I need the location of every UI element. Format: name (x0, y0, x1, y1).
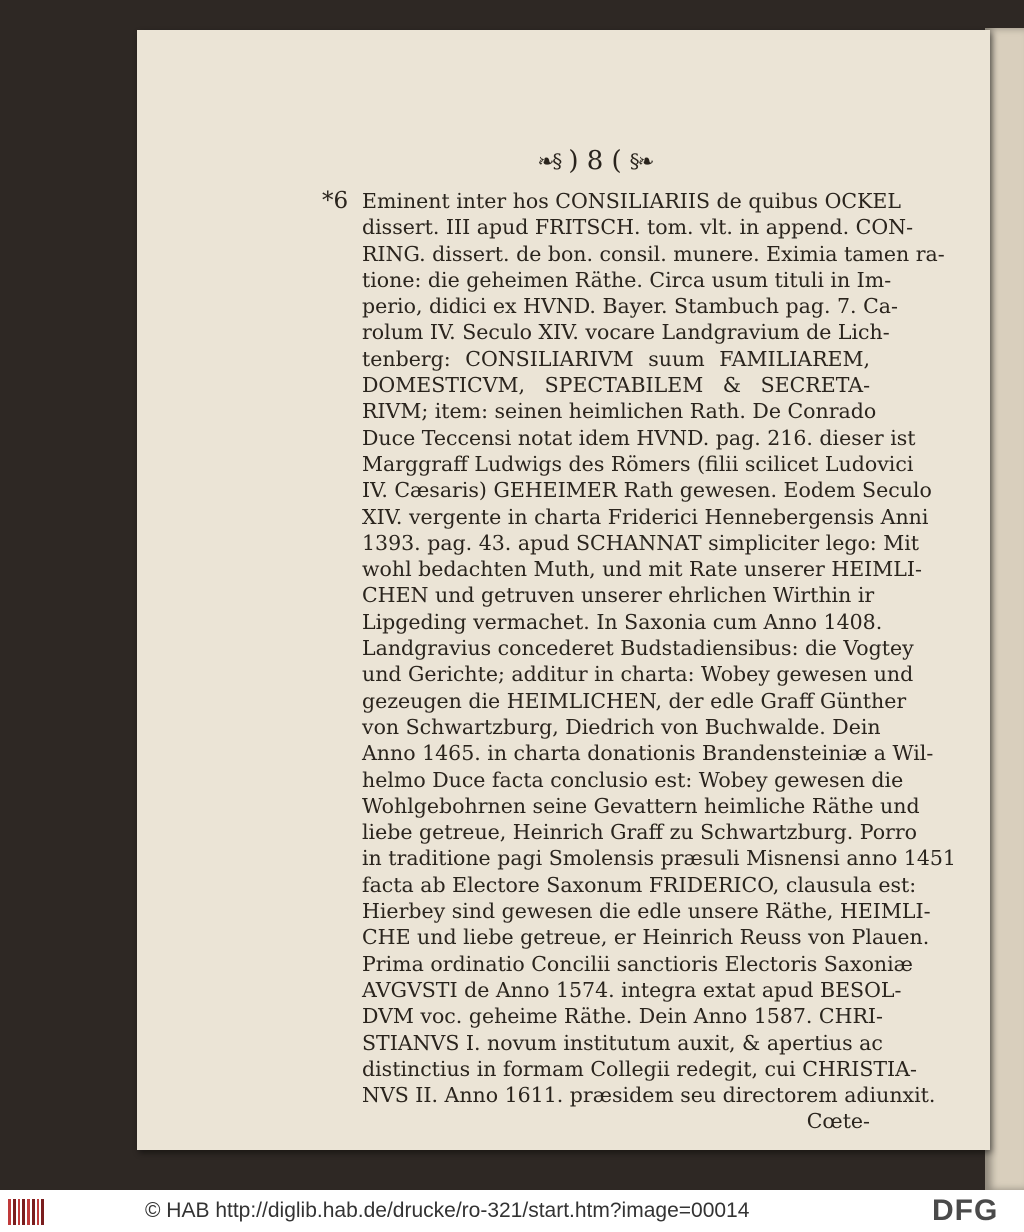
text-line: in traditione pagi Smolensis præsuli Misnensi anno 1451 (362, 846, 956, 871)
text-line: RING. dissert. de bon. consil. munere. Eximia tamen ra- (362, 241, 945, 266)
dfg-logo: DFG (932, 1194, 999, 1227)
adjacent-page-edge (985, 28, 1024, 1190)
text-line: Lipgeding vermachet. In Saxonia cum Anno 1408. (362, 609, 883, 634)
text-line: STIANVS I. novum institutum auxit, & apertius ac (362, 1030, 883, 1055)
footnote-text (362, 188, 956, 1135)
hab-logo-icon (8, 1199, 44, 1225)
text-line: NVS II. Anno 1611. præsidem seu directorem adiunxit. (362, 1083, 936, 1108)
text-line: gezeugen die HEIMLICHEN, der edle Graff Günther (362, 688, 907, 713)
text-line: CHEN und getruven unserer ehrlichen Wirthin ir (362, 583, 875, 608)
copyright-credit: © HAB http://diglib.hab.de/drucke/ro-321/start.htm?image=00014 (145, 1199, 750, 1222)
text-line: DVM voc. geheime Räthe. Dein Anno 1587. CHRI- (362, 1004, 883, 1029)
text-line: wohl bedachten Muth, und mit Rate unserer HEIMLI- (362, 557, 922, 582)
text-line: RIVM; item: seinen heimlichen Rath. De Conrado (362, 399, 877, 424)
text-line: CHE und liebe getreue, er Heinrich Reuss von Plauen. (362, 925, 930, 950)
text-line: rolum IV. Seculo XIV. vocare Landgravium de Lich- (362, 320, 890, 345)
text-line: Marggraff Ludwigs des Römers (filii scilicet Ludovici (362, 451, 914, 476)
text-line: perio, didici ex HVND. Bayer. Stambuch pag. 7. Ca- (362, 294, 898, 319)
right-ornament-icon: §❧ (629, 149, 653, 173)
text-line: Eminent inter hos CONSILIARIIS de quibus OCKEL (362, 189, 901, 213)
page-number: ) 8 ( (568, 146, 622, 176)
footer-bar (0, 1190, 1024, 1232)
text-line: AVGVSTI de Anno 1574. integra extat apud BESOL- (362, 977, 902, 1002)
text-line: von Schwartzburg, Diedrich von Buchwalde. Dein (362, 714, 881, 739)
text-line: Duce Teccensi notat idem HVND. pag. 216. dieser ist (362, 425, 916, 450)
text-line: und Gerichte; additur in charta: Wobey gewesen und (362, 662, 914, 687)
text-line: 1393. pag. 43. apud SCHANNAT simpliciter lego: Mit (362, 530, 920, 555)
footnote-marker: *6 (322, 188, 349, 214)
text-line: facta ab Electore Saxonum FRIDERICO, clausula est: (362, 872, 917, 897)
text-line: Hierbey sind gewesen die edle unsere Räthe, HEIMLI- (362, 899, 931, 924)
text-line: DOMESTICVM, SPECTABILEM & SECRETA- (362, 373, 870, 398)
text-line: Landgravius concederet Budstadiensibus: die Vogtey (362, 636, 914, 661)
text-line: tione: die geheimen Räthe. Circa usum tituli in Im- (362, 267, 892, 292)
left-ornament-icon: ❧§ (537, 149, 561, 173)
text-line: Anno 1465. in charta donationis Brandensteiniæ a Wil- (362, 741, 934, 766)
text-line: Wohlgebohrnen seine Gevattern heimliche Räthe und (362, 793, 920, 818)
page-header (500, 146, 690, 176)
catchword: Cœte- (806, 1109, 870, 1134)
text-line: Prima ordinatio Concilii sanctioris Electoris Saxoniæ (362, 951, 913, 976)
text-line: distinctius in formam Collegii redegit, cui CHRISTIA- (362, 1056, 917, 1081)
text-line: liebe getreue, Heinrich Graff zu Schwartzburg. Porro (362, 820, 917, 845)
text-line: tenberg: CONSILIARIVM suum FAMILIAREM, (362, 346, 870, 371)
text-line: IV. Cæsaris) GEHEIMER Rath gewesen. Eodem Seculo (362, 478, 932, 503)
text-line: dissert. III apud FRITSCH. tom. vlt. in append. CON- (362, 215, 914, 240)
text-line: helmo Duce facta conclusio est: Wobey gewesen die (362, 767, 904, 792)
text-line: XIV. vergente in charta Friderici Hennebergensis Anni (362, 504, 929, 529)
